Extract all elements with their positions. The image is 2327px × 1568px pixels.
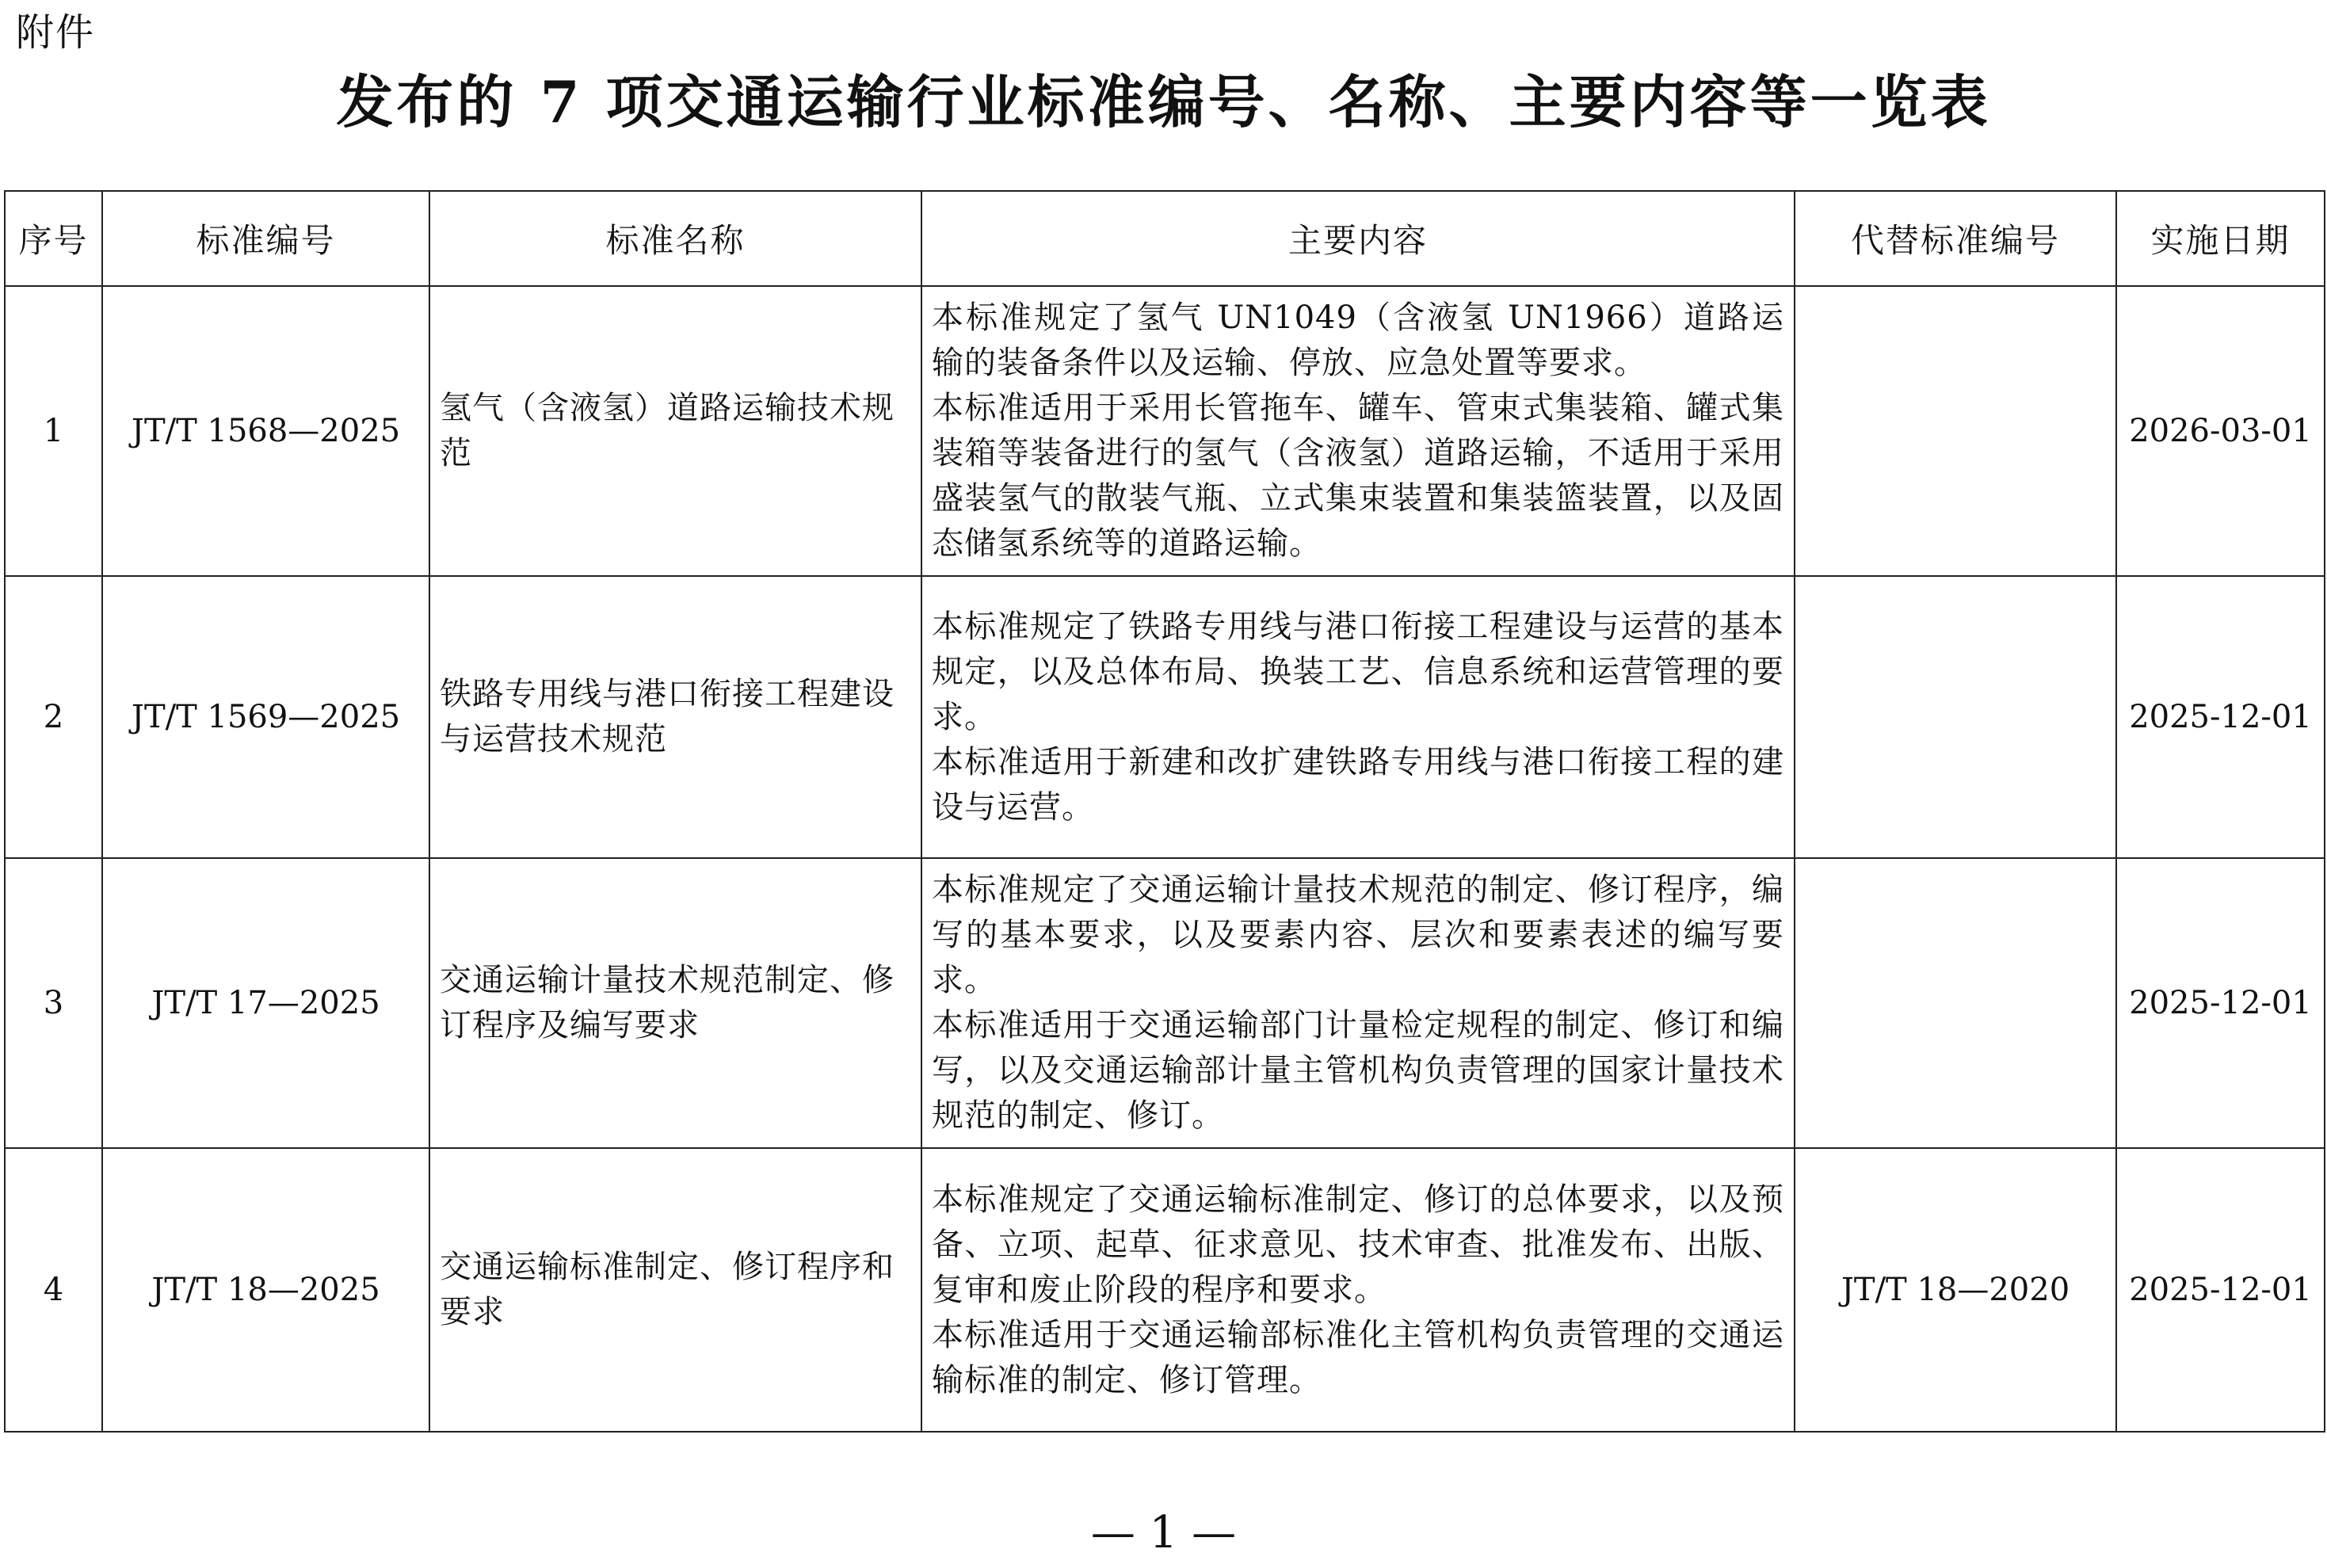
cell-replaces <box>1795 286 2116 576</box>
content-paragraph: 本标准规定了氢气 UN1049（含液氢 UN1966）道路运输的装备条件以及运输、停放、应急处置等要求。 <box>932 299 1784 381</box>
cell-name: 铁路专用线与港口衔接工程建设与运营技术规范 <box>429 576 921 858</box>
cell-content <box>921 858 1795 1148</box>
cell-content <box>921 286 1795 576</box>
cell-code: JT/T 18—2025 <box>102 1148 429 1432</box>
content-paragraph: 本标准规定了交通运输计量技术规范的制定、修订程序，编写的基本要求，以及要素内容、层次和要素表述的编写要求。 <box>932 872 1784 998</box>
standards-table <box>4 190 2325 1433</box>
col-header-replaces: 代替标准编号 <box>1795 191 2116 286</box>
cell-content <box>921 576 1795 858</box>
col-header-code: 标准编号 <box>102 191 429 286</box>
cell-code: JT/T 17—2025 <box>102 858 429 1148</box>
table-row <box>5 576 2325 858</box>
cell-name: 氢气（含液氢）道路运输技术规范 <box>429 286 921 576</box>
table-row <box>5 858 2325 1148</box>
cell-date: 2025-12-01 <box>2116 858 2325 1148</box>
cell-date: 2026-03-01 <box>2116 286 2325 576</box>
content-paragraph: 本标准适用于交通运输部标准化主管机构负责管理的交通运输标准的制定、修订管理。 <box>932 1316 1784 1398</box>
content-paragraph: 本标准适用于交通运输部门计量检定规程的制定、修订和编写，以及交通运输部计量主管机构负责管理的国家计量技术规范的制定、修订。 <box>932 1007 1784 1134</box>
cell-seq: 2 <box>5 576 102 858</box>
col-header-content: 主要内容 <box>921 191 1795 286</box>
cell-code: JT/T 1569—2025 <box>102 576 429 858</box>
cell-replaces <box>1795 576 2116 858</box>
cell-replaces: JT/T 18—2020 <box>1795 1148 2116 1432</box>
col-header-date: 实施日期 <box>2116 191 2325 286</box>
table-row <box>5 286 2325 576</box>
page-number: — 1 — <box>1090 1507 1237 1558</box>
content-paragraph: 本标准规定了交通运输标准制定、修订的总体要求，以及预备、立项、起草、征求意见、技术审查、批准发布、出版、复审和废止阶段的程序和要求。 <box>932 1181 1784 1308</box>
content-paragraph: 本标准适用于采用长管拖车、罐车、管束式集装箱、罐式集装箱等装备进行的氢气（含液氢）道路运输，不适用于采用盛装氢气的散装气瓶、立式集束装置和集装篮装置，以及固态储氢系统等的道路运输。 <box>932 390 1784 562</box>
cell-name: 交通运输计量技术规范制定、修订程序及编写要求 <box>429 858 921 1148</box>
cell-seq: 1 <box>5 286 102 576</box>
col-header-name: 标准名称 <box>429 191 921 286</box>
col-header-seq: 序号 <box>5 191 102 286</box>
cell-seq: 4 <box>5 1148 102 1432</box>
cell-date: 2025-12-01 <box>2116 576 2325 858</box>
cell-code: JT/T 1568—2025 <box>102 286 429 576</box>
cell-seq: 3 <box>5 858 102 1148</box>
cell-name: 交通运输标准制定、修订程序和要求 <box>429 1148 921 1432</box>
cell-content <box>921 1148 1795 1432</box>
table-header-row <box>5 191 2325 286</box>
document-title: 发布的 7 项交通运输行业标准编号、名称、主要内容等一览表 <box>336 68 1991 135</box>
content-paragraph: 本标准规定了铁路专用线与港口衔接工程建设与运营的基本规定，以及总体布局、换装工艺、信息系统和运营管理的要求。 <box>932 608 1784 735</box>
table-row <box>5 1148 2325 1432</box>
cell-replaces <box>1795 858 2116 1148</box>
attachment-label: 附件 <box>16 10 96 55</box>
cell-date: 2025-12-01 <box>2116 1148 2325 1432</box>
content-paragraph: 本标准适用于新建和改扩建铁路专用线与港口衔接工程的建设与运营。 <box>932 743 1784 826</box>
